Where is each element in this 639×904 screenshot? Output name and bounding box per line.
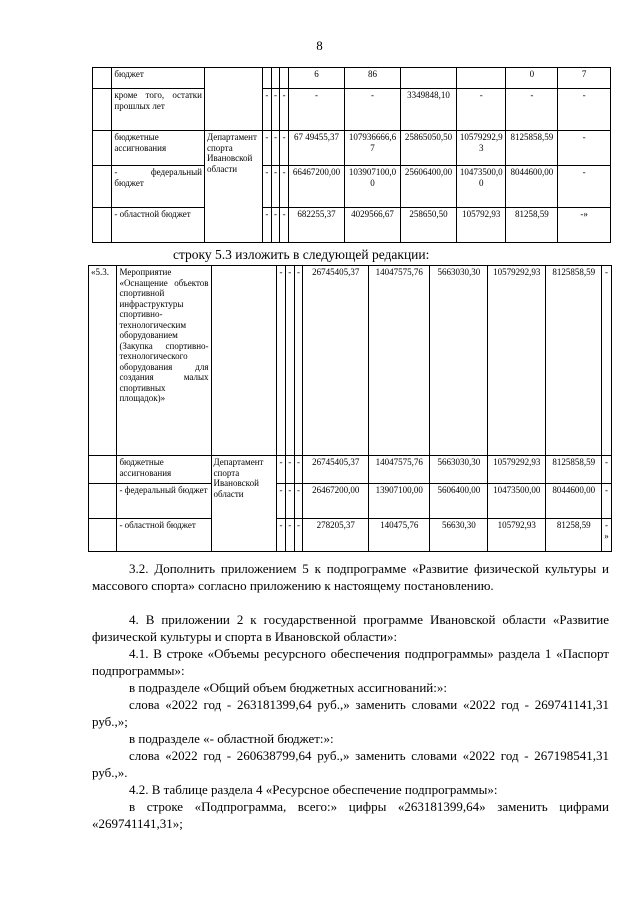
replace-line-3: в строке «Подпрограмма, всего:» цифры «263181399,64» заменить цифрами «269741141,31»; <box>92 799 609 831</box>
paragraph-3-2: 3.2. Дополнить приложением 5 к подпрограмме «Развитие физической культуры и массового спорта» согласно приложению к настоящему постановлению. <box>92 561 609 593</box>
paragraph-4: 4. В приложении 2 к государственной программе Ивановской области «Развитие физической культуры и спорта в Ивановской области»: <box>92 612 609 644</box>
cell: - <box>558 166 611 208</box>
cell: - <box>263 166 272 208</box>
cell: - <box>271 166 280 208</box>
cell: 10473500,00 <box>488 484 546 519</box>
row-label: бюджетные ассигнования <box>117 456 211 484</box>
table-row <box>89 484 612 519</box>
cell: - <box>277 519 286 552</box>
cell <box>271 68 280 89</box>
cell: 26745405,37 <box>303 456 369 484</box>
cell: - <box>506 89 558 131</box>
cell: 25606400,00 <box>400 166 456 208</box>
cell: - <box>602 484 612 519</box>
paragraph-4-2: 4.2. В таблице раздела 4 «Ресурсное обеспечение подпрограммы»: <box>129 782 498 797</box>
cell: - <box>263 208 272 243</box>
cell <box>400 68 456 89</box>
cell <box>280 68 289 89</box>
cell: 81258,59 <box>546 519 602 552</box>
cell: - <box>294 484 303 519</box>
cell: 107936666,67 <box>344 131 400 166</box>
table-row <box>93 166 611 208</box>
measure-name: Мероприятие «Оснащение объектов спортивной инфраструктуры спортивно-технологическим оборудованием (Закупка спортивно-технологического оборудования для создания малых спортивных площадок)» <box>117 266 211 456</box>
cell: - <box>271 89 280 131</box>
cell: 13907100,00 <box>369 484 430 519</box>
cell: - <box>294 266 303 456</box>
department-cell: Департамент спорта Ивановской области <box>204 131 262 243</box>
intro-text: строку 5.3 изложить в следующей редакции: <box>173 247 430 262</box>
cell: 10579292,93 <box>488 456 546 484</box>
table-row <box>93 68 611 89</box>
cell: - <box>558 131 611 166</box>
row-number: «5.3. <box>89 266 117 456</box>
cell: - <box>558 89 611 131</box>
cell: 14047575,76 <box>369 266 430 456</box>
cell: - <box>285 456 294 484</box>
cell: 8044600,00 <box>506 166 558 208</box>
cell: 103907100,00 <box>344 166 400 208</box>
cell: - <box>271 208 280 243</box>
cell: 56630,30 <box>430 519 488 552</box>
row-label: бюджет <box>112 68 205 89</box>
cell: 66467200,00 <box>288 166 344 208</box>
cell: 5663030,30 <box>430 456 488 484</box>
table-row <box>93 131 611 166</box>
table-row <box>89 266 612 456</box>
cell: 140475,76 <box>369 519 430 552</box>
cell <box>456 68 506 89</box>
cell: - <box>271 131 280 166</box>
cell: - <box>285 266 294 456</box>
budget-table-continued <box>92 67 611 243</box>
row-label: - федеральный бюджет <box>112 166 205 208</box>
cell: 86 <box>344 68 400 89</box>
cell: 8125858,59 <box>506 131 558 166</box>
cell: - <box>280 89 289 131</box>
cell: 10473500,00 <box>456 166 506 208</box>
row-label: - федеральный бюджет <box>117 484 211 519</box>
cell: - <box>602 266 612 456</box>
cell: 26745405,37 <box>303 266 369 456</box>
cell: - <box>263 131 272 166</box>
cell: - <box>277 266 286 456</box>
table-row <box>89 456 612 484</box>
cell: 7 <box>558 68 611 89</box>
cell: 26467200,00 <box>303 484 369 519</box>
cell: 4029566,67 <box>344 208 400 243</box>
budget-table-row-5-3 <box>88 265 612 552</box>
cell: 81258,59 <box>506 208 558 243</box>
cell: 682255,37 <box>288 208 344 243</box>
row-label: - областной бюджет <box>117 519 211 552</box>
row-label: - областной бюджет <box>112 208 205 243</box>
cell: 3349848,10 <box>400 89 456 131</box>
cell: - <box>280 166 289 208</box>
cell: 6 <box>288 68 344 89</box>
row-label: кроме того, остатки прошлых лет <box>112 89 205 131</box>
cell: 0 <box>506 68 558 89</box>
cell: - <box>294 456 303 484</box>
subsection-line-1: в подразделе «Общий объем бюджетных ассигнований:»: <box>129 680 447 695</box>
cell: - <box>294 519 303 552</box>
cell: 8125858,59 <box>546 266 602 456</box>
cell: - <box>288 89 344 131</box>
table-row <box>93 208 611 243</box>
paragraph-4-1: 4.1. В строке «Объемы ресурсного обеспечения подпрограммы» раздела 1 «Паспорт подпрограммы»: <box>92 646 609 678</box>
subsection-line-2: в подразделе «- областной бюджет:»: <box>129 731 334 746</box>
cell: 8125858,59 <box>546 456 602 484</box>
cell: - <box>280 131 289 166</box>
cell <box>263 68 272 89</box>
cell: 5663030,30 <box>430 266 488 456</box>
table-row <box>89 519 612 552</box>
replace-line-2: слова «2022 год - 260638799,64 руб.,» заменить словами «2022 год - 267198541,31 руб.,». <box>92 748 609 780</box>
cell: - <box>263 89 272 131</box>
cell: 278205,37 <box>303 519 369 552</box>
cell: - <box>277 484 286 519</box>
department-cell: Департамент спорта Ивановской области <box>211 456 277 552</box>
cell: - <box>285 484 294 519</box>
page-number: 8 <box>316 38 323 53</box>
cell: 105792,93 <box>456 208 506 243</box>
cell: 8044600,00 <box>546 484 602 519</box>
cell: 10579292,93 <box>456 131 506 166</box>
cell: - <box>456 89 506 131</box>
row-label: бюджетные ассигнования <box>112 131 205 166</box>
replace-line-1: слова «2022 год - 263181399,64 руб.,» заменить словами «2022 год - 269741141,31 руб.,»; <box>92 697 609 729</box>
cell: 25865050,50 <box>400 131 456 166</box>
cell: 14047575,76 <box>369 456 430 484</box>
table-row <box>93 89 611 131</box>
cell: - <box>280 208 289 243</box>
cell: 67 49455,37 <box>288 131 344 166</box>
cell: 105792,93 <box>488 519 546 552</box>
cell: -» <box>602 519 612 552</box>
cell: - <box>344 89 400 131</box>
cell: - <box>277 456 286 484</box>
cell: 258650,50 <box>400 208 456 243</box>
cell: 10579292,93 <box>488 266 546 456</box>
cell: - <box>285 519 294 552</box>
cell: - <box>602 456 612 484</box>
cell: 5606400,00 <box>430 484 488 519</box>
cell: -» <box>558 208 611 243</box>
